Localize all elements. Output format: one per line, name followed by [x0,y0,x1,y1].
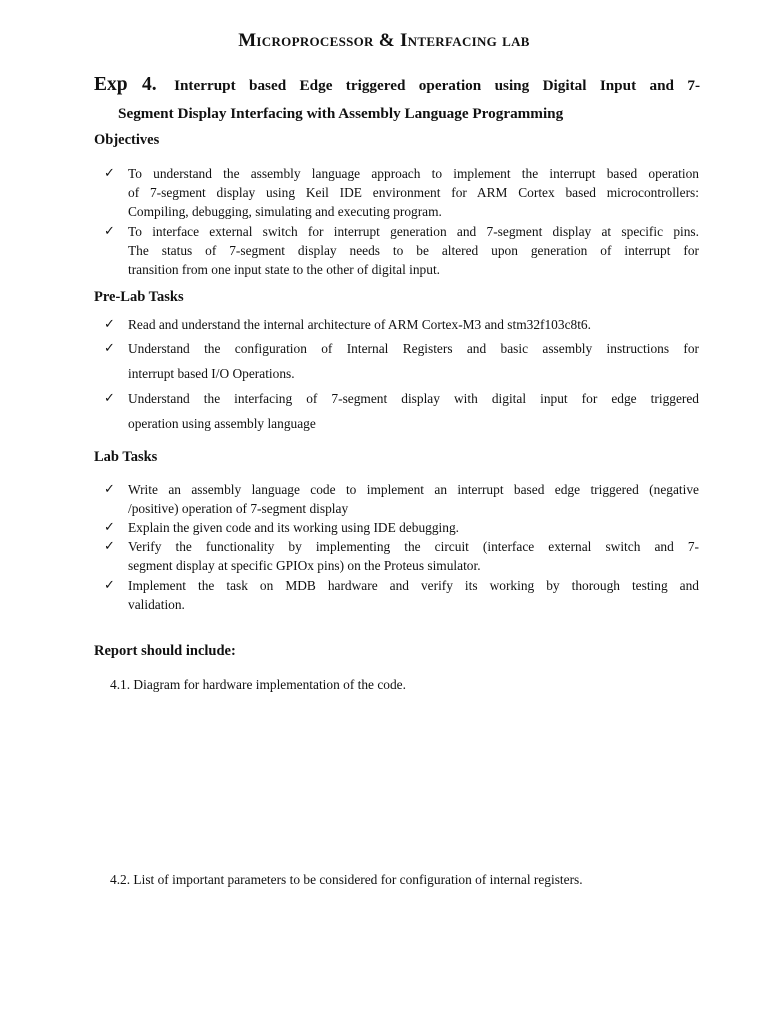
checkmark-icon: ✓ [104,578,115,593]
labtasks-item-line: Implement the task on MDB hardware and verify its working by thorough testing and [128,578,699,593]
document-header-title: Microprocessor & Interfacing lab [238,30,530,51]
checkmark-icon: ✓ [104,166,115,181]
labtasks-item-line: Write an assembly language code to implement an interrupt based edge triggered (negative [128,482,699,497]
prelab-item-line: interrupt based I/O Operations. [128,366,295,381]
checkmark-icon: ✓ [104,539,115,554]
objectives-item-line: To understand the assembly language approach to implement the interrupt based operation [128,166,699,181]
experiment-number: Exp 4. [94,74,157,95]
prelab-item-line: operation using assembly language [128,416,316,431]
labtasks-item-line: /positive) operation of 7-segment display [128,501,349,516]
report-item: 4.2. List of important parameters to be considered for configuration of internal registers. [110,872,583,887]
prelab-heading: Pre-Lab Tasks [94,289,184,305]
prelab-item-line: Understand the interfacing of 7-segment display with digital input for edge triggered [128,391,699,406]
labtasks-heading: Lab Tasks [94,449,158,465]
experiment-title [94,73,700,98]
checkmark-icon: ✓ [104,341,115,356]
labtasks-item-line: Verify the functionality by implementing the circuit (interface external switch and 7- [128,539,699,554]
prelab-item-line: Read and understand the internal architecture of ARM Cortex-M3 and stm32f103c8t6. [128,317,591,332]
objectives-item-line: of 7-segment display using Keil IDE environment for ARM Cortex based microcontrollers: [128,185,699,200]
objectives-item-line: The status of 7-segment display needs to be altered upon generation of interrupt for [128,243,699,258]
checkmark-icon: ✓ [104,317,115,332]
objectives-item-line: Compiling, debugging, simulating and executing program. [128,204,442,219]
labtasks-item-line: segment display at specific GPIOx pins) on the Proteus simulator. [128,558,481,573]
report-heading: Report should include: [94,643,236,659]
labtasks-item-line: validation. [128,597,185,612]
experiment-title-line-1: Interrupt based Edge triggered operation using Digital Input and 7- [174,77,701,94]
checkmark-icon: ✓ [104,520,115,535]
checkmark-icon: ✓ [104,224,115,239]
objectives-heading: Objectives [94,132,160,148]
report-item: 4.1. Diagram for hardware implementation of the code. [110,677,406,692]
prelab-item-line: Understand the configuration of Internal Registers and basic assembly instructions for [128,341,699,356]
checkmark-icon: ✓ [104,391,115,406]
labtasks-item-line: Explain the given code and its working using IDE debugging. [128,520,459,535]
experiment-title-line-2: Segment Display Interfacing with Assembly Language Programming [118,105,564,122]
objectives-item-line: transition from one input state to the other of digital input. [128,262,441,277]
checkmark-icon: ✓ [104,482,115,497]
objectives-item-line: To interface external switch for interrupt generation and 7-segment display at specific pins. [128,224,699,239]
